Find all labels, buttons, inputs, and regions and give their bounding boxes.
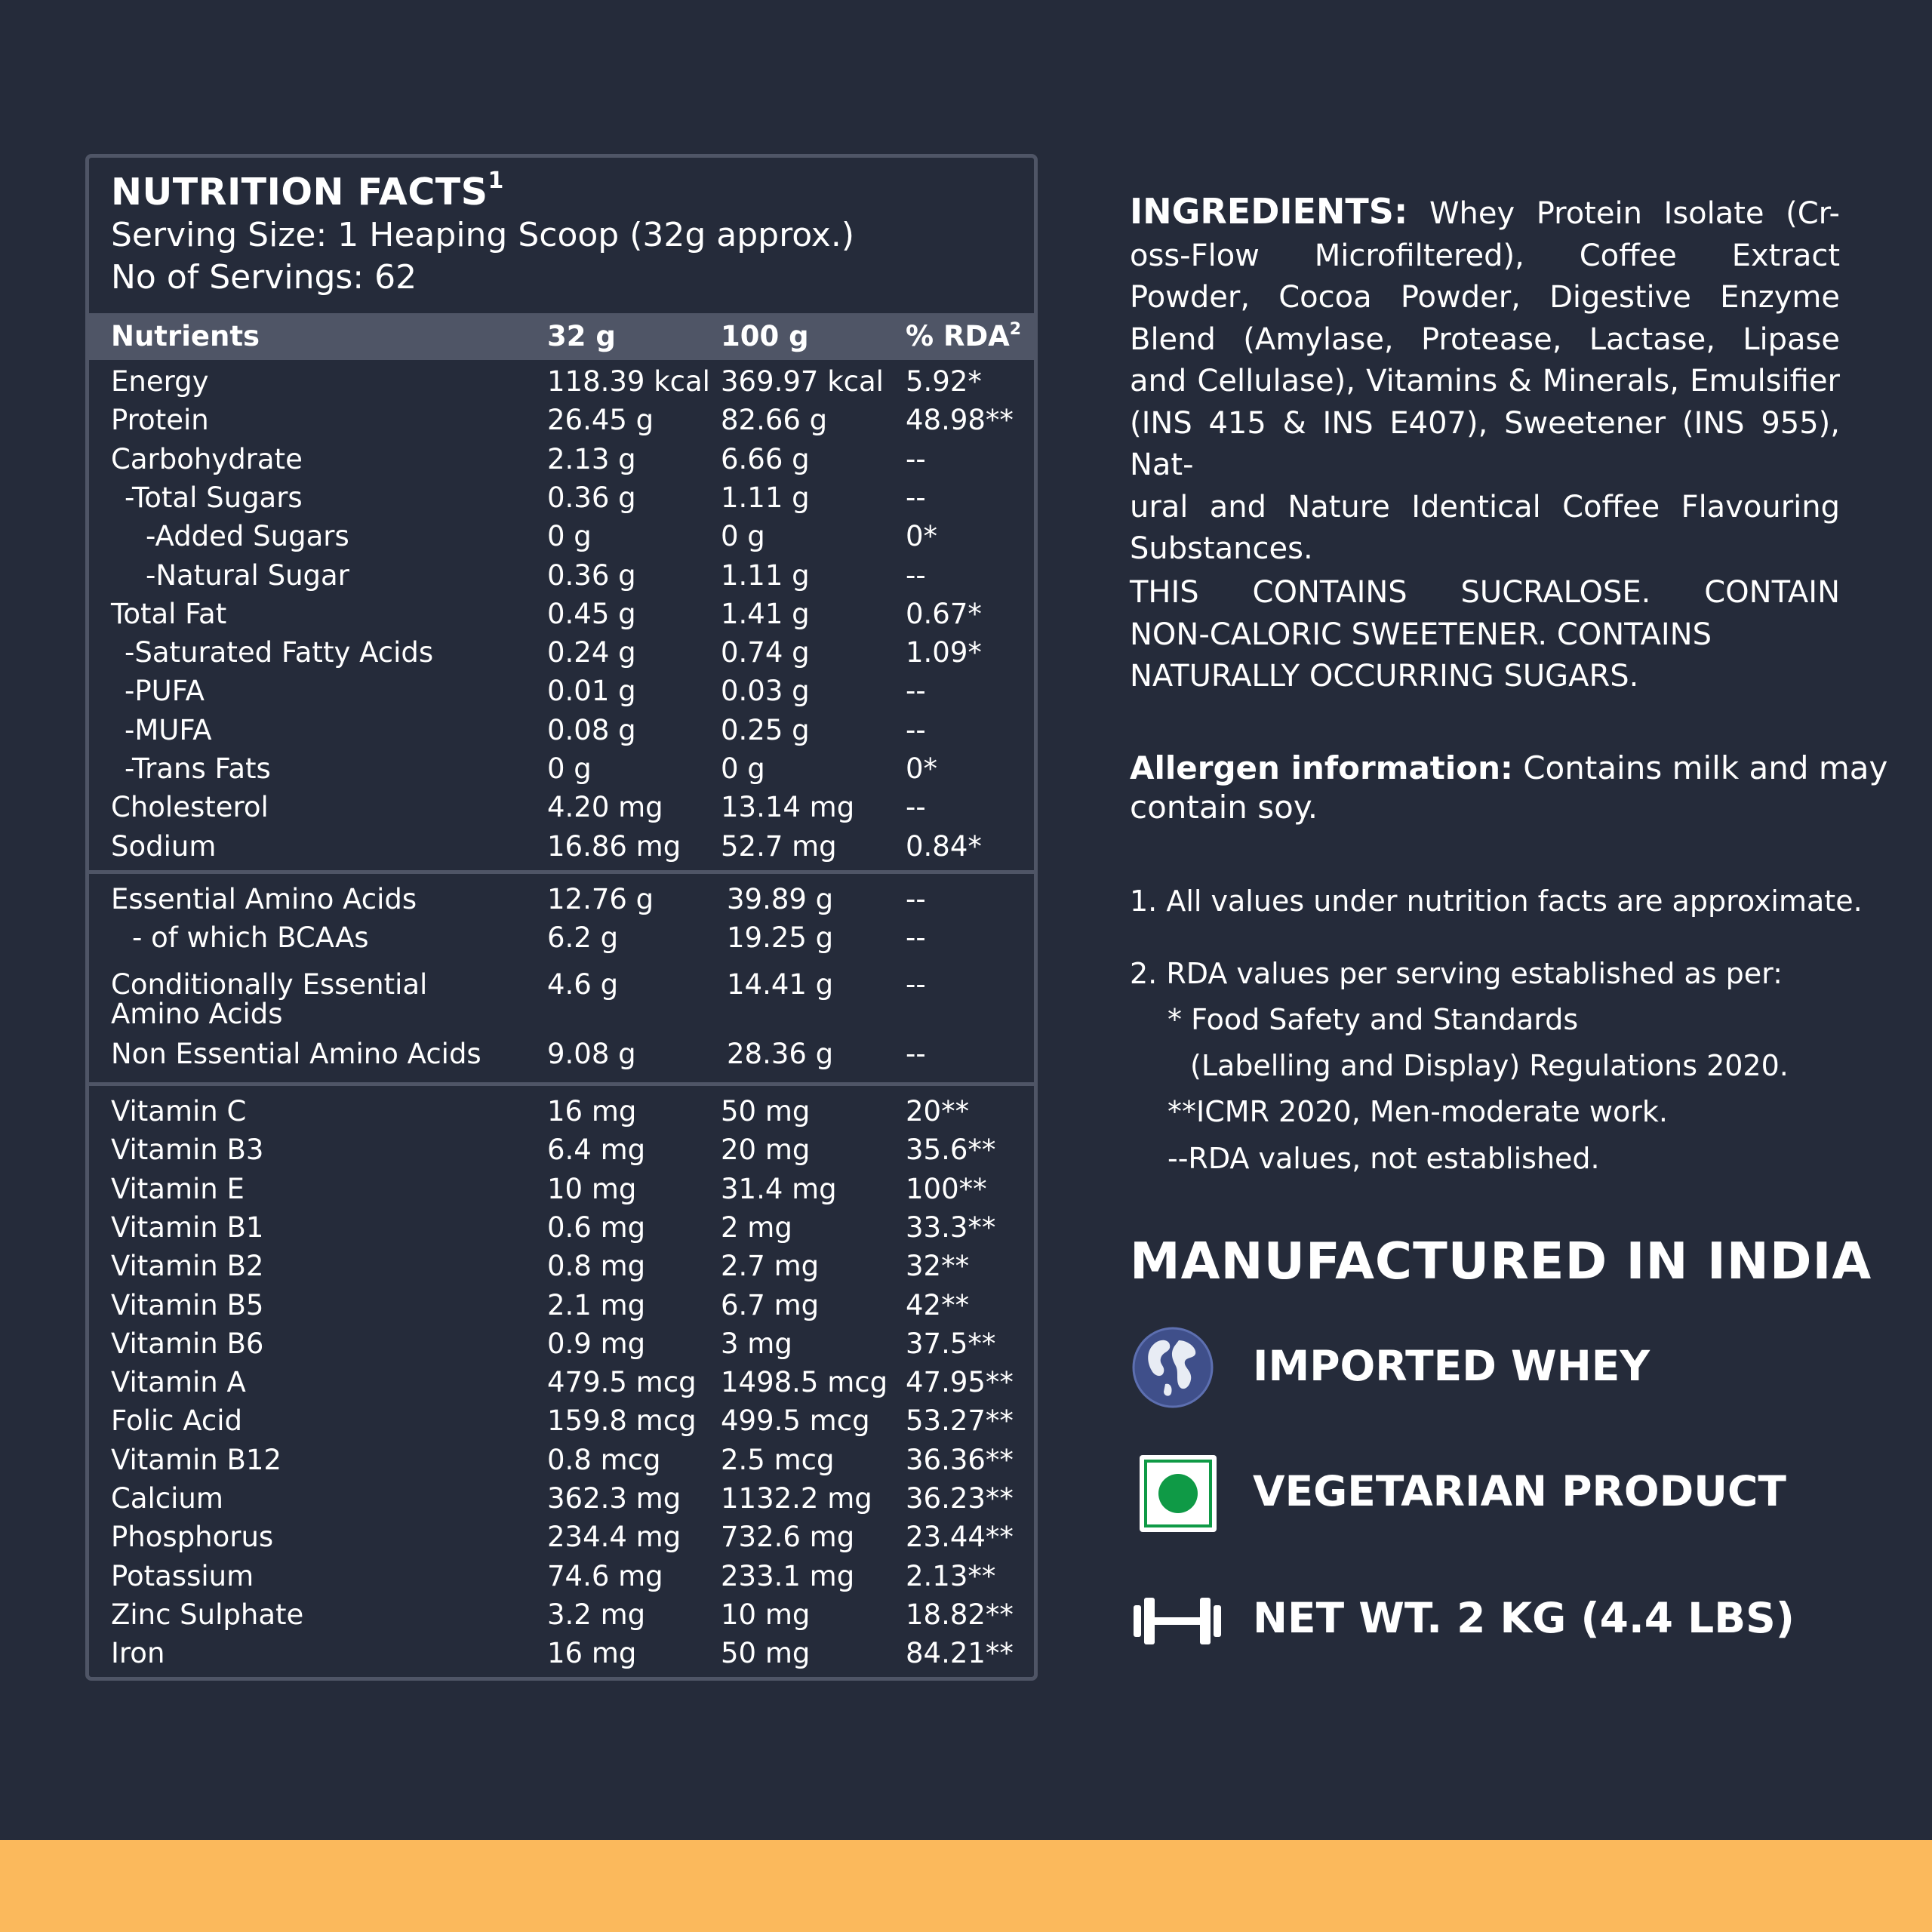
nutrient-name: Vitamin C — [111, 1095, 247, 1128]
nutrient-name: -Added Sugars — [146, 520, 349, 553]
value-100g: 82.66 g — [721, 404, 828, 437]
table-row — [0, 752, 1057, 791]
value-100g: 1132.2 mg — [721, 1482, 872, 1515]
table-row — [0, 1366, 1057, 1404]
table-row — [0, 598, 1057, 636]
value-100g: 0 g — [721, 520, 765, 553]
vegetarian-icon — [1137, 1453, 1219, 1534]
value-rda: 100** — [906, 1172, 987, 1205]
value-100g: 50 mg — [721, 1637, 811, 1670]
nutrient-name: -PUFA — [125, 675, 205, 708]
table-row — [0, 365, 1057, 404]
table-row — [0, 1521, 1057, 1559]
value-rda: 47.95** — [906, 1366, 1014, 1399]
nutrition-facts-title — [111, 168, 504, 214]
value-100g: 20 mg — [721, 1134, 811, 1167]
value-32g: 3.2 mg — [547, 1598, 646, 1631]
value-32g: 16 mg — [547, 1637, 637, 1670]
table-row — [0, 1038, 1057, 1076]
ingredients-line: oss-Flow Microfiltered), Coffee Extract — [1130, 238, 1840, 273]
allergen-text-line2: contain soy. — [1130, 789, 1318, 826]
value-32g: 234.4 mg — [547, 1521, 681, 1554]
table-row — [0, 1211, 1057, 1250]
table-row — [0, 520, 1057, 558]
value-100g: 732.6 mg — [721, 1521, 855, 1554]
table-row — [0, 675, 1057, 713]
value-32g: 0.8 mcg — [547, 1443, 661, 1476]
value-rda: -- — [906, 442, 926, 475]
ingredients-line: ural and Nature Identical Coffee Flavouring — [1130, 489, 1840, 525]
value-rda: 5.92* — [906, 365, 982, 398]
nutrient-name: Calcium — [111, 1482, 223, 1515]
value-32g: 0.01 g — [547, 675, 636, 708]
table-row — [0, 1444, 1057, 1482]
nutrient-name: -Saturated Fatty Acids — [125, 636, 434, 669]
value-32g: 362.3 mg — [547, 1482, 681, 1515]
value-100g: 39.89 g — [727, 883, 834, 915]
header-32g: 32 g — [547, 320, 616, 352]
value-32g: 2.1 mg — [547, 1288, 646, 1321]
warning-line: NON-CALORIC SWEETENER. CONTAINS — [1130, 617, 1712, 652]
value-100g: 1.11 g — [721, 481, 810, 514]
value-rda: -- — [906, 481, 926, 514]
value-rda: 53.27** — [906, 1404, 1014, 1438]
table-row — [0, 1598, 1057, 1637]
value-100g: 10 mg — [721, 1598, 811, 1631]
value-32g: 6.2 g — [547, 921, 619, 954]
table-row — [0, 443, 1057, 481]
nutrient-name: - of which BCAAs — [132, 921, 369, 954]
value-100g: 52.7 mg — [721, 829, 837, 863]
value-100g: 14.41 g — [727, 968, 834, 1001]
footnote-2a: * Food Safety and Standards — [1168, 1003, 1579, 1036]
table-row — [0, 714, 1057, 752]
serving-size: Serving Size: 1 Heaping Scoop (32g approx.) — [111, 216, 854, 254]
value-100g: 0.03 g — [721, 675, 810, 708]
nutrient-name: Phosphorus — [111, 1521, 274, 1554]
nutrient-name: Protein — [111, 404, 209, 437]
value-32g: 0.08 g — [547, 713, 636, 746]
nutrient-name: -Total Sugars — [125, 481, 303, 514]
warning-line: THIS CONTAINS SUCRALOSE. CONTAIN — [1130, 575, 1840, 610]
value-rda: 36.23** — [906, 1482, 1014, 1515]
table-row — [0, 1482, 1057, 1521]
value-32g: 479.5 mcg — [547, 1366, 697, 1399]
value-rda: 33.3** — [906, 1211, 996, 1244]
value-rda: 35.6** — [906, 1134, 996, 1167]
footnote-2b: (Labelling and Display) Regulations 2020. — [1190, 1049, 1789, 1082]
value-rda: -- — [906, 558, 926, 592]
value-100g: 50 mg — [721, 1095, 811, 1128]
table-row — [0, 559, 1057, 598]
nutrient-name: Sodium — [111, 829, 217, 863]
footnote-marker-2: 2 — [1009, 320, 1022, 339]
nutrition-title-text: NUTRITION FACTS — [111, 171, 488, 214]
value-32g: 0 g — [547, 520, 592, 553]
footnote-2d: --RDA values, not established. — [1168, 1142, 1600, 1175]
value-rda: -- — [906, 1038, 926, 1070]
warning-line: NATURALLY OCCURRING SUGARS. — [1130, 659, 1639, 694]
value-rda: -- — [906, 968, 926, 1001]
table-row — [0, 1560, 1057, 1598]
servings-count: No of Servings: 62 — [111, 258, 417, 297]
value-32g: 0.8 mg — [547, 1250, 646, 1283]
value-rda: 18.82** — [906, 1598, 1014, 1631]
nutrient-name: -Trans Fats — [125, 752, 271, 785]
value-32g: 0.36 g — [547, 558, 636, 592]
nutrient-name: Energy — [111, 365, 209, 398]
value-rda: 32** — [906, 1250, 970, 1283]
footnote-2: 2. RDA values per serving established as per: — [1130, 957, 1783, 990]
nutrient-name: -Natural Sugar — [146, 558, 349, 592]
dumbbell-icon — [1132, 1596, 1223, 1646]
section-divider — [89, 870, 1034, 874]
footnote-marker-1: 1 — [488, 168, 504, 194]
nutrient-name: Vitamin B12 — [111, 1443, 281, 1476]
value-100g: 0.25 g — [721, 713, 810, 746]
nutrient-name: Folic Acid — [111, 1404, 243, 1438]
header-nutrients: Nutrients — [111, 320, 260, 352]
value-32g: 6.4 mg — [547, 1134, 646, 1167]
value-100g: 369.97 kcal — [721, 365, 884, 398]
value-100g: 3 mg — [721, 1327, 792, 1360]
value-rda: 48.98** — [906, 404, 1014, 437]
value-rda: 37.5** — [906, 1327, 996, 1360]
value-rda: -- — [906, 675, 926, 708]
table-row — [0, 1250, 1057, 1288]
allergen-text: Contains milk and may — [1523, 749, 1888, 786]
nutrient-name: Carbohydrate — [111, 442, 303, 475]
nutrient-name: Vitamin B1 — [111, 1211, 264, 1244]
manufactured-in-india: MANUFACTURED IN INDIA — [1130, 1232, 1872, 1291]
value-rda: -- — [906, 791, 926, 824]
value-rda: 36.36** — [906, 1443, 1014, 1476]
value-rda: -- — [906, 921, 926, 954]
nutrient-name: Vitamin B6 — [111, 1327, 264, 1360]
nutrient-name: Vitamin A — [111, 1366, 246, 1399]
table-row — [0, 1404, 1057, 1443]
ingredients-line: Blend (Amylase, Protease, Lactase, Lipase — [1130, 321, 1840, 357]
value-100g: 0 g — [721, 752, 765, 785]
nutrient-name: Vitamin E — [111, 1172, 245, 1205]
allergen-label: Allergen information: — [1130, 749, 1513, 786]
value-rda: 42** — [906, 1288, 970, 1321]
value-100g: 0.74 g — [721, 636, 810, 669]
value-rda: 0* — [906, 520, 938, 553]
value-32g: 0.36 g — [547, 481, 636, 514]
value-rda: 0.67* — [906, 597, 982, 630]
value-100g: 6.7 mg — [721, 1288, 820, 1321]
value-32g: 0 g — [547, 752, 592, 785]
value-32g: 12.76 g — [547, 883, 654, 915]
value-rda: 84.21** — [906, 1637, 1014, 1670]
table-row — [0, 481, 1057, 520]
value-32g: 4.6 g — [547, 968, 619, 1001]
table-row — [0, 1327, 1057, 1366]
value-100g: 6.66 g — [721, 442, 810, 475]
value-rda: 20** — [906, 1095, 970, 1128]
value-100g: 13.14 mg — [721, 791, 855, 824]
value-32g: 26.45 g — [547, 404, 654, 437]
value-rda: -- — [906, 883, 926, 915]
nutrient-name: Vitamin B5 — [111, 1288, 264, 1321]
globe-icon — [1132, 1327, 1214, 1408]
value-32g: 0.9 mg — [547, 1327, 646, 1360]
value-100g: 1.11 g — [721, 558, 810, 592]
nutrient-name: Cholesterol — [111, 791, 269, 824]
ingredients-line: Whey Protein Isolate (Cr- — [1429, 196, 1840, 231]
ingredients-line: (INS 415 & INS E407), Sweetener (INS 955), Nat- — [1130, 405, 1840, 482]
vegetarian-product-label: VEGETARIAN PRODUCT — [1253, 1467, 1786, 1515]
value-rda: 23.44** — [906, 1521, 1014, 1554]
header-rda-text: % RDA — [906, 320, 1010, 352]
value-100g: 233.1 mg — [721, 1559, 855, 1592]
value-32g: 2.13 g — [547, 442, 636, 475]
bottom-accent-band — [0, 1840, 1932, 1932]
sucralose-warning — [1130, 572, 1840, 698]
value-32g: 16.86 mg — [547, 829, 681, 863]
table-row — [0, 883, 1057, 921]
table-row — [0, 1637, 1057, 1675]
value-32g: 159.8 mcg — [547, 1404, 697, 1438]
allergen-info — [1130, 749, 1887, 786]
nutrient-name: Vitamin B3 — [111, 1134, 264, 1167]
value-rda: -- — [906, 713, 926, 746]
ingredients-label: INGREDIENTS: — [1130, 191, 1408, 232]
ingredients-line: and Cellulase), Vitamins & Minerals, Emulsifier — [1130, 364, 1840, 398]
nutrient-name: -MUFA — [125, 713, 212, 746]
net-weight-label: NET WT. 2 KG (4.4 LBS) — [1253, 1594, 1795, 1642]
table-row — [0, 968, 1057, 1036]
nutrient-name: Zinc Sulphate — [111, 1598, 304, 1631]
section-divider — [89, 1082, 1034, 1086]
value-rda: 0.84* — [906, 829, 982, 863]
value-rda: 2.13** — [906, 1559, 996, 1592]
value-100g: 19.25 g — [727, 921, 834, 954]
value-100g: 499.5 mcg — [721, 1404, 870, 1438]
table-row — [0, 636, 1057, 675]
table-row — [0, 791, 1057, 829]
footnote-1: 1. All values under nutrition facts are approximate. — [1130, 884, 1863, 918]
table-row — [0, 1134, 1057, 1172]
value-32g: 10 mg — [547, 1172, 637, 1205]
value-32g: 0.45 g — [547, 597, 636, 630]
imported-whey-label: IMPORTED WHEY — [1253, 1342, 1651, 1390]
table-row — [0, 1095, 1057, 1134]
value-32g: 9.08 g — [547, 1038, 636, 1070]
value-100g: 1.41 g — [721, 597, 810, 630]
nutrient-name: Iron — [111, 1637, 165, 1670]
value-32g: 16 mg — [547, 1095, 637, 1128]
value-32g: 4.20 mg — [547, 791, 663, 824]
value-32g: 0.6 mg — [547, 1211, 646, 1244]
value-rda: 0* — [906, 752, 938, 785]
header-rda — [906, 320, 1021, 352]
value-32g: 0.24 g — [547, 636, 636, 669]
value-100g: 2.7 mg — [721, 1250, 820, 1283]
table-row — [0, 921, 1057, 960]
value-100g: 28.36 g — [727, 1038, 834, 1070]
nutrient-name: Total Fat — [111, 597, 227, 630]
nutrient-name: Vitamin B2 — [111, 1250, 264, 1283]
nutrient-name: Essential Amino Acids — [111, 883, 417, 915]
nutrient-name: Non Essential Amino Acids — [111, 1038, 481, 1070]
footnote-2c: **ICMR 2020, Men-moderate work. — [1168, 1095, 1668, 1128]
nutrient-name: Conditionally Essential — [111, 968, 428, 1001]
value-100g: 1498.5 mcg — [721, 1366, 888, 1399]
value-100g: 2.5 mcg — [721, 1443, 835, 1476]
header-100g: 100 g — [721, 320, 809, 352]
value-100g: 31.4 mg — [721, 1172, 837, 1205]
table-row — [0, 404, 1057, 442]
ingredients-line: Substances. — [1130, 531, 1313, 566]
nutrient-name-line2: Amino Acids — [111, 998, 283, 1030]
table-row — [0, 830, 1057, 869]
table-row — [0, 1173, 1057, 1211]
ingredients-line: Powder, Cocoa Powder, Digestive Enzyme — [1130, 280, 1840, 315]
nutrient-name: Potassium — [111, 1559, 254, 1592]
ingredients-block — [1130, 191, 1840, 571]
value-32g: 118.39 kcal — [547, 365, 710, 398]
value-rda: 1.09* — [906, 636, 982, 669]
value-32g: 74.6 mg — [547, 1559, 663, 1592]
value-100g: 2 mg — [721, 1211, 792, 1244]
table-row — [0, 1289, 1057, 1327]
